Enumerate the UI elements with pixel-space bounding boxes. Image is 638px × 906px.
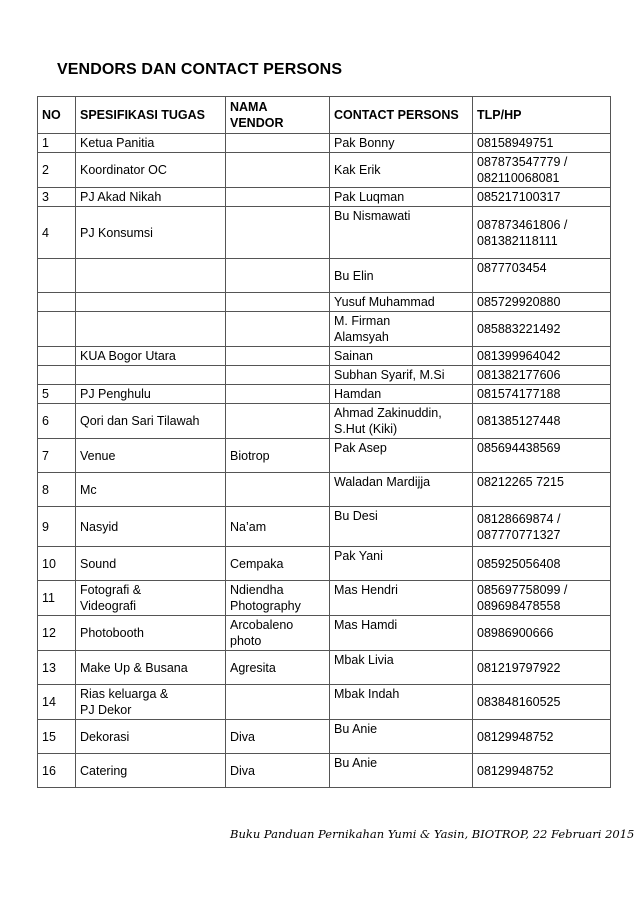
cell-no: 1	[38, 134, 76, 153]
table-row	[38, 134, 611, 153]
table-row	[38, 754, 611, 788]
cell-phone: 08986900666	[473, 616, 611, 651]
cell-no: 16	[38, 754, 76, 788]
cell-vendor	[226, 366, 330, 385]
cell-no: 8	[38, 473, 76, 507]
cell-vendor	[226, 153, 330, 188]
cell-task	[76, 312, 226, 347]
cell-vendor	[226, 259, 330, 293]
cell-no: 9	[38, 507, 76, 547]
cell-task: Qori dan Sari Tilawah	[76, 404, 226, 439]
cell-contact: Kak Erik	[330, 153, 473, 188]
cell-phone: 085925056408	[473, 547, 611, 581]
cell-task: Fotografi & Videografi	[76, 581, 226, 616]
table-row	[38, 547, 611, 581]
header-no: NO	[38, 97, 76, 134]
table-row	[38, 366, 611, 385]
cell-task: KUA Bogor Utara	[76, 347, 226, 366]
cell-task: PJ Konsumsi	[76, 207, 226, 259]
cell-task: Rias keluarga & PJ Dekor	[76, 685, 226, 720]
cell-contact: Waladan Mardijja	[330, 473, 473, 507]
table-row	[38, 259, 611, 293]
cell-vendor	[226, 685, 330, 720]
cell-contact: Bu Nismawati	[330, 207, 473, 259]
cell-no	[38, 293, 76, 312]
cell-task: Venue	[76, 439, 226, 473]
table-row	[38, 385, 611, 404]
cell-phone: 085217100317	[473, 188, 611, 207]
table-row	[38, 651, 611, 685]
cell-vendor	[226, 312, 330, 347]
cell-phone: 081382177606	[473, 366, 611, 385]
cell-task: Make Up & Busana	[76, 651, 226, 685]
cell-contact: Yusuf Muhammad	[330, 293, 473, 312]
cell-phone: 081399964042	[473, 347, 611, 366]
cell-contact: Subhan Syarif, M.Si	[330, 366, 473, 385]
cell-task: PJ Penghulu	[76, 385, 226, 404]
cell-no: 2	[38, 153, 76, 188]
cell-phone: 08158949751	[473, 134, 611, 153]
table-row	[38, 507, 611, 547]
cell-task: Koordinator OC	[76, 153, 226, 188]
cell-phone: 087873547779 / 082110068081	[473, 153, 611, 188]
cell-no: 10	[38, 547, 76, 581]
cell-task: Nasyid	[76, 507, 226, 547]
cell-task	[76, 259, 226, 293]
cell-phone: 083848160525	[473, 685, 611, 720]
cell-vendor: Agresita	[226, 651, 330, 685]
cell-vendor	[226, 207, 330, 259]
cell-vendor	[226, 188, 330, 207]
cell-phone: 085883221492	[473, 312, 611, 347]
table-row	[38, 473, 611, 507]
cell-no: 13	[38, 651, 76, 685]
cell-contact: Pak Bonny	[330, 134, 473, 153]
cell-vendor: Ndiendha Photography	[226, 581, 330, 616]
cell-task: PJ Akad Nikah	[76, 188, 226, 207]
vendor-table	[37, 96, 611, 788]
cell-phone: 085729920880	[473, 293, 611, 312]
cell-no	[38, 366, 76, 385]
cell-contact: Sainan	[330, 347, 473, 366]
header-vendor: NAMA VENDOR	[226, 97, 330, 134]
cell-vendor: Diva	[226, 754, 330, 788]
cell-phone: 08129948752	[473, 754, 611, 788]
page-title: VENDORS DAN CONTACT PERSONS	[57, 61, 343, 78]
cell-vendor	[226, 385, 330, 404]
cell-phone: 081385127448	[473, 404, 611, 439]
table-row	[38, 685, 611, 720]
cell-contact: Pak Yani	[330, 547, 473, 581]
cell-vendor	[226, 134, 330, 153]
cell-contact: Pak Asep	[330, 439, 473, 473]
cell-task: Mc	[76, 473, 226, 507]
table-row	[38, 312, 611, 347]
cell-vendor: Arcobaleno photo	[226, 616, 330, 651]
footer-caption: Buku Panduan Pernikahan Yumi & Yasin, BIOTROP, 22 Februari 2015	[230, 827, 635, 841]
cell-task: Sound	[76, 547, 226, 581]
table-row	[38, 207, 611, 259]
cell-no: 4	[38, 207, 76, 259]
cell-phone: 08212265 7215	[473, 473, 611, 507]
cell-phone: 081219797922	[473, 651, 611, 685]
cell-contact: Ahmad Zakinuddin, S.Hut (Kiki)	[330, 404, 473, 439]
cell-contact: Bu Anie	[330, 720, 473, 754]
cell-no: 7	[38, 439, 76, 473]
cell-vendor	[226, 404, 330, 439]
cell-no	[38, 312, 76, 347]
cell-phone: 08129948752	[473, 720, 611, 754]
cell-no	[38, 259, 76, 293]
table-row	[38, 293, 611, 312]
table-row	[38, 404, 611, 439]
cell-no: 12	[38, 616, 76, 651]
cell-vendor	[226, 347, 330, 366]
cell-no: 5	[38, 385, 76, 404]
header-tlp: TLP/HP	[473, 97, 611, 134]
cell-contact: Bu Desi	[330, 507, 473, 547]
cell-contact: Bu Anie	[330, 754, 473, 788]
cell-phone: 087873461806 / 081382118111	[473, 207, 611, 259]
cell-contact: M. Firman Alamsyah	[330, 312, 473, 347]
cell-vendor	[226, 293, 330, 312]
table-row	[38, 616, 611, 651]
cell-contact: Mas Hamdi	[330, 616, 473, 651]
cell-contact: Hamdan	[330, 385, 473, 404]
cell-vendor	[226, 473, 330, 507]
table-header-row	[38, 97, 611, 134]
header-spesifikasi: SPESIFIKASI TUGAS	[76, 97, 226, 134]
table-row	[38, 720, 611, 754]
table-row	[38, 188, 611, 207]
table-row	[38, 439, 611, 473]
cell-task	[76, 366, 226, 385]
cell-phone: 085697758099 / 089698478558	[473, 581, 611, 616]
cell-phone: 08128669874 / 087770771327	[473, 507, 611, 547]
cell-contact: Mbak Indah	[330, 685, 473, 720]
cell-contact: Mbak Livia	[330, 651, 473, 685]
cell-no: 15	[38, 720, 76, 754]
table-row	[38, 153, 611, 188]
cell-phone: 0877703454	[473, 259, 611, 293]
cell-no: 3	[38, 188, 76, 207]
cell-no	[38, 347, 76, 366]
cell-contact: Mas Hendri	[330, 581, 473, 616]
cell-vendor: Na’am	[226, 507, 330, 547]
cell-phone: 085694438569	[473, 439, 611, 473]
cell-contact: Bu Elin	[330, 259, 473, 293]
cell-task: Dekorasi	[76, 720, 226, 754]
cell-phone: 081574177188	[473, 385, 611, 404]
cell-task: Photobooth	[76, 616, 226, 651]
cell-vendor: Biotrop	[226, 439, 330, 473]
table-row	[38, 581, 611, 616]
cell-task	[76, 293, 226, 312]
cell-vendor: Diva	[226, 720, 330, 754]
cell-task: Ketua Panitia	[76, 134, 226, 153]
cell-contact: Pak Luqman	[330, 188, 473, 207]
table-row	[38, 347, 611, 366]
cell-no: 6	[38, 404, 76, 439]
cell-task: Catering	[76, 754, 226, 788]
cell-vendor: Cempaka	[226, 547, 330, 581]
cell-no: 14	[38, 685, 76, 720]
cell-no: 11	[38, 581, 76, 616]
header-contact: CONTACT PERSONS	[330, 97, 473, 134]
